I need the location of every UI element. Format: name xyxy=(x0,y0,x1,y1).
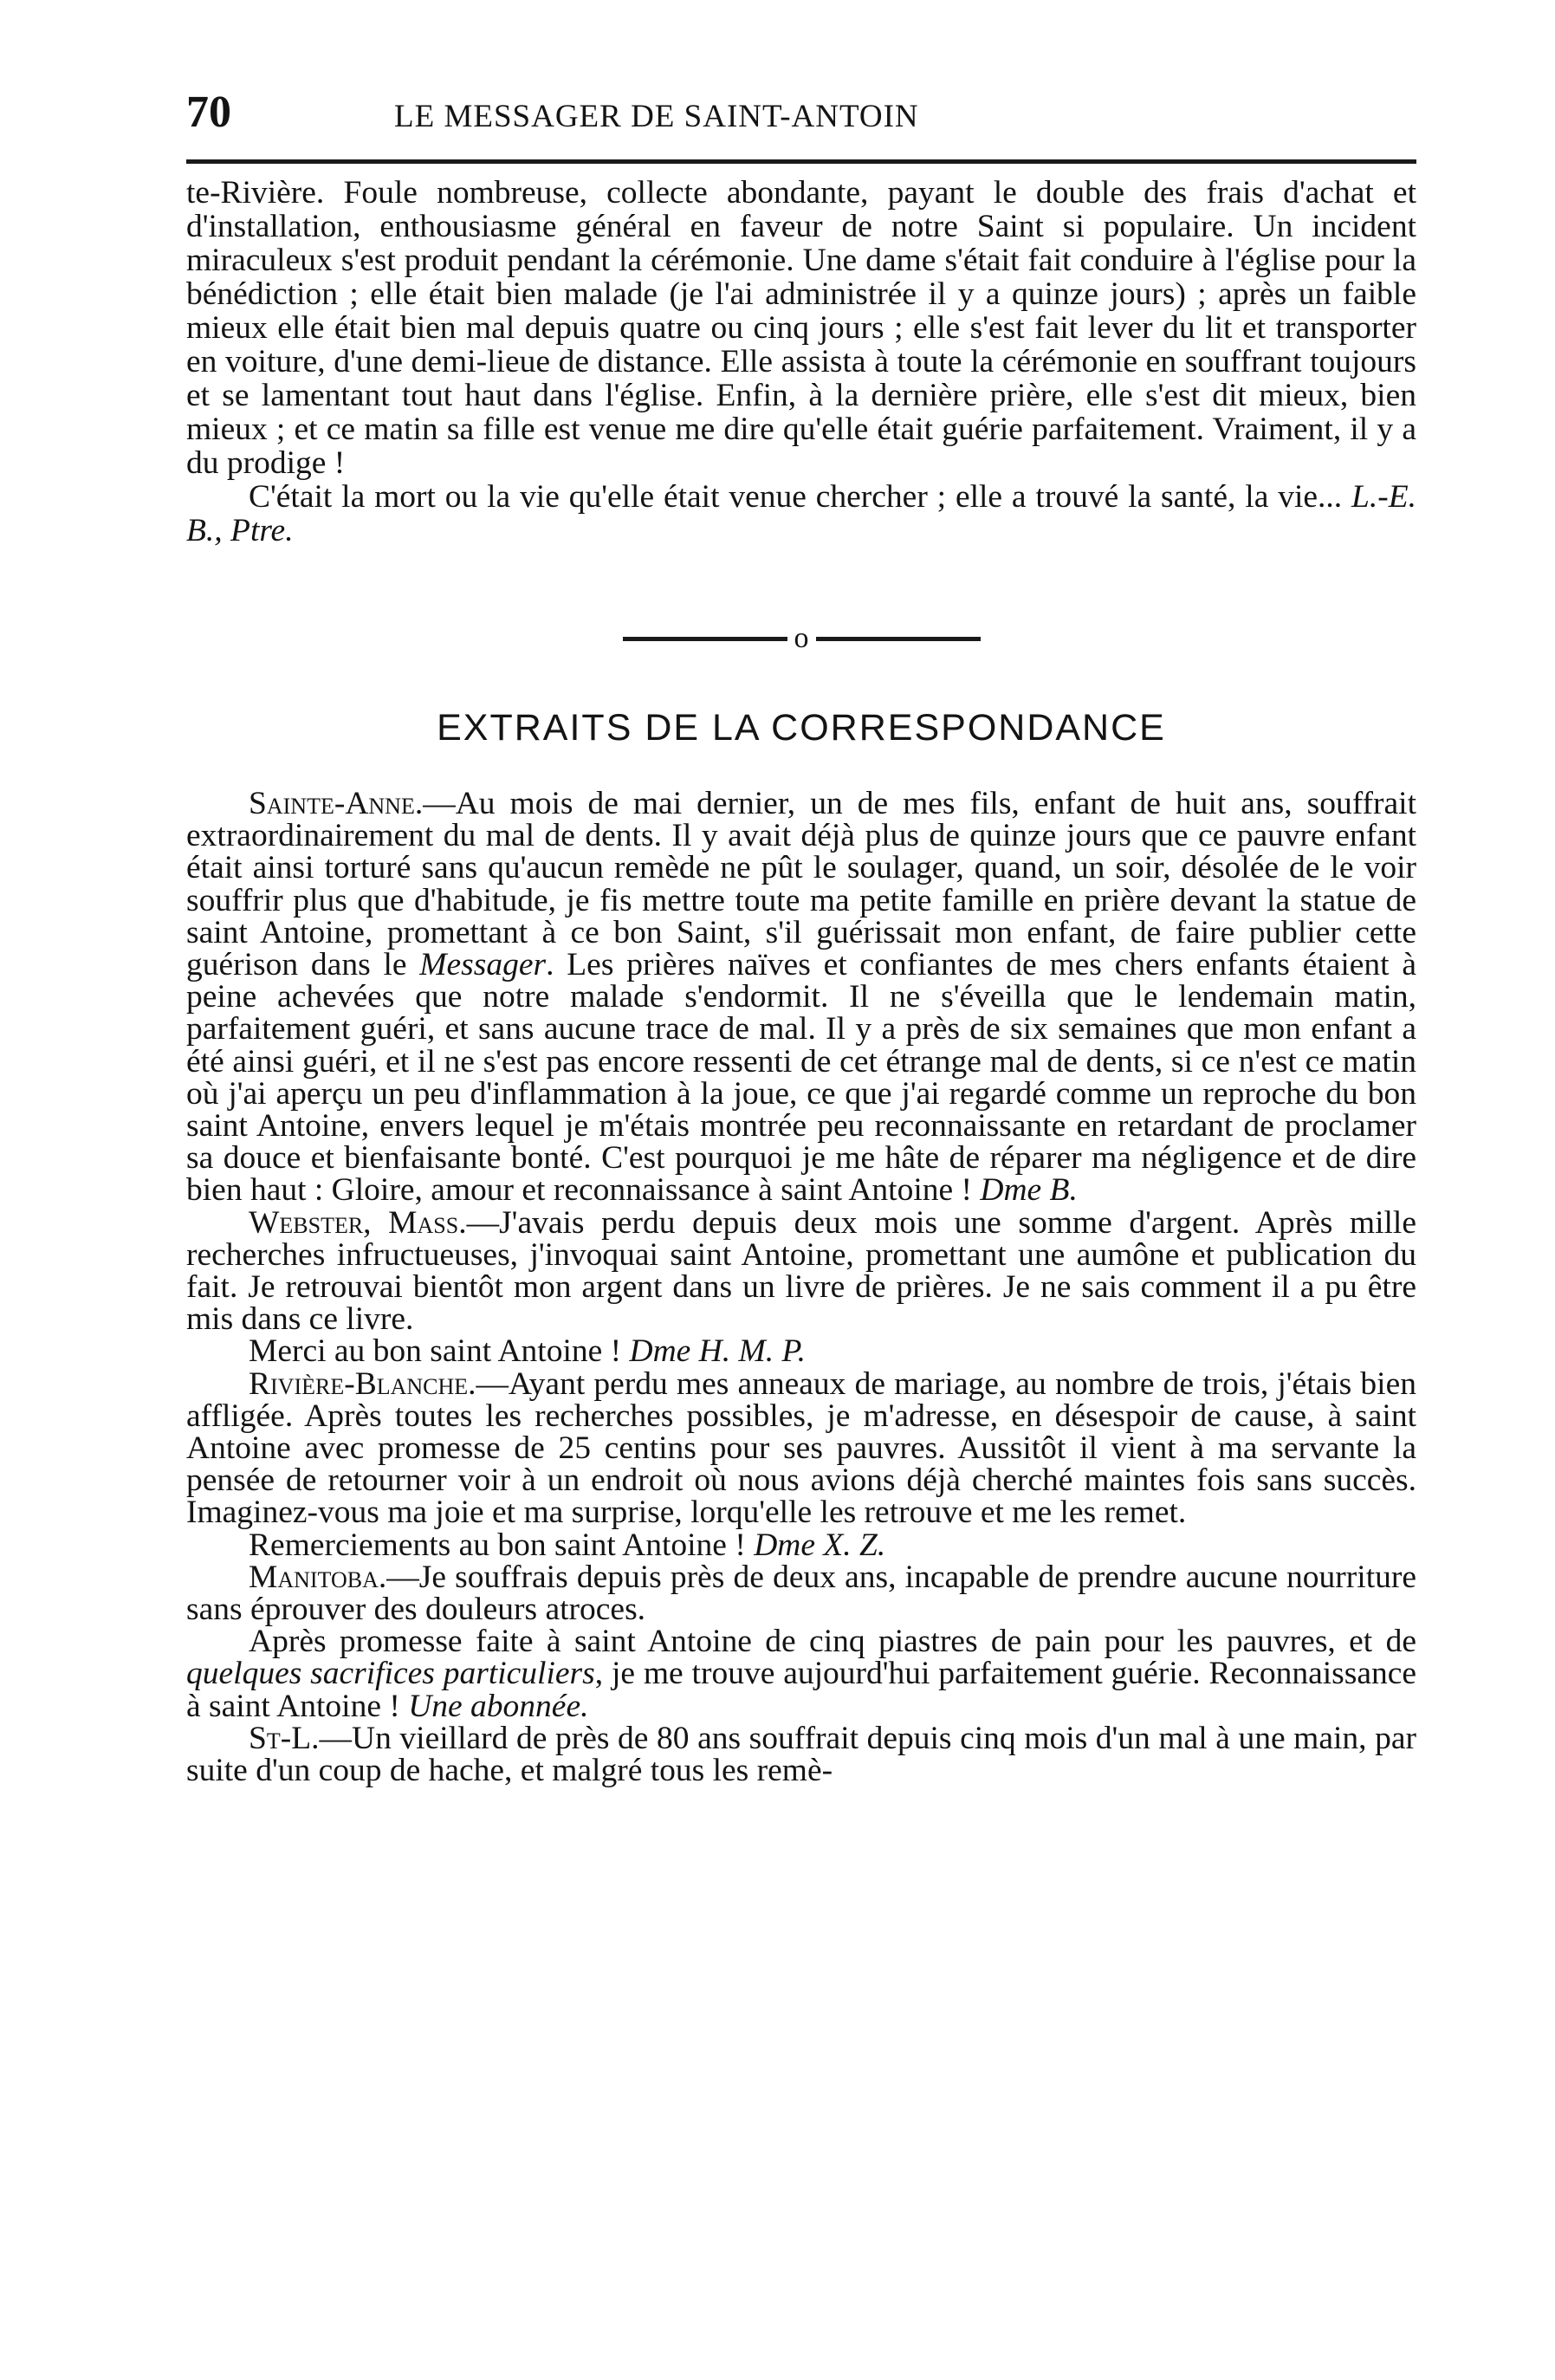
book-page xyxy=(186,87,1416,1787)
preceding-article-end xyxy=(186,176,1416,548)
running-head xyxy=(186,87,1416,147)
place-name: Rivière-Blanche. xyxy=(249,1365,476,1402)
signature: Dme H. M. P. xyxy=(629,1333,806,1370)
letter-riviere-blanche: Rivière-Blanche.—Ayant perdu mes anneaux de mariage, au nombre de trois, j'étais bien affligée. Après toutes les recherches possibles, je m'adresse, en désespoir de cause, à saint Antoine avec promesse de 25 centins pour ses pauvres. Aussitôt il vient à ma servante la pensée de retourner voir à un endroit où nous avions déjà cherché maintes fois sans succès. Imaginez-vous ma joie et ma surprise, lorqu'elle les retrouve et me les remet. xyxy=(186,1365,1416,1531)
letter-riviere-blanche-thanks: Remerciements au bon saint Antoine ! Dme X. Z. xyxy=(249,1527,886,1563)
place-name: Sainte-Anne. xyxy=(249,786,424,821)
letter-webster: Webster, Mass.—J'avais perdu depuis deux mois une somme d'argent. Après mille recherches infructueuses, j'invoquai saint Antoine, promettant une aumône et publication du fait. Je retrouvai bientôt mon argent dans un livre de prières. Je ne sais comment il a pu être mis dans ce livre. xyxy=(186,1204,1416,1338)
signature: Dme X. Z. xyxy=(754,1527,886,1563)
signature: Dme B. xyxy=(980,1172,1078,1209)
letter-st-l: St-L.—Un vieillard de près de 80 ans souffrait depuis cinq mois d'un mal à une main, par suite d'un coup de hache, et malgré tous les remè- xyxy=(186,1720,1416,1789)
letter-manitoba: Manitoba.—Je souffrais depuis près de deux ans, incapable de prendre aucune nourriture sans éprouver des douleurs atroces. xyxy=(186,1559,1416,1628)
section-divider xyxy=(186,622,1416,655)
journal-title: Messager xyxy=(419,947,547,983)
paragraph: C'était la mort ou la vie qu'elle était venue chercher ; elle a trouvé la santé, la vie... L.-E. B., Ptre. xyxy=(186,479,1417,548)
place-name: St-L. xyxy=(249,1720,320,1756)
signature: Une abonnée. xyxy=(408,1688,589,1724)
italic-phrase: quelques sacrifices particuliers xyxy=(186,1656,595,1692)
divider-line-right xyxy=(816,637,981,641)
running-title: LE MESSAGER DE SAINT-ANTOIN xyxy=(394,99,919,134)
header-rule xyxy=(186,159,1416,164)
paragraph: te-Rivière. Foule nombreuse, collecte abondante, payant le double des frais d'achat et d'installation, enthousiasme général en faveur de notre Saint si populaire. Un incident miraculeux s'est produit pendant la cérémonie. Une dame s'était fait conduire à l'église pour la bénédiction ; elle était bien malade (je l'ai administrée il y a quinze jours) ; après un faible mieux elle était bien mal depuis quatre ou cinq jours ; elle s'est fait lever du lit et transporter en voiture, d'une demi-lieue de distance. Elle assista à toute la cérémonie en souffrant toujours et se lamentant tout haut dans l'église. Enfin, à la dernière prière, elle s'est dit mieux, bien mieux ; et ce matin sa fille est venue me dire qu'elle était guérie parfaitement. Vraiment, il y a du prodige ! xyxy=(186,175,1416,481)
place-name: Webster, Mass. xyxy=(249,1204,467,1241)
letter-sainte-anne: Sainte-Anne.—Au mois de mai dernier, un de mes fils, enfant de huit ans, souffrait extraordinairement du mal de dents. Il y avait déjà plus de quinze jours que ce pauvre enfant était ainsi torturé sans qu'aucun remède ne pût le soulager, quand, un soir, désolée de le voir souffrir plus que d'habitude, je fis mettre toute ma petite famille en prière devant la statue de saint Antoine, promettant à ce bon Saint, s'il guérissait mon enfant, de faire publier cette guérison dans le Messager. Les prières naïves et confiantes de mes chers enfants étaient à peine achevées que notre malade s'endormit. Il ne s'éveilla que le lendemain matin, parfaitement guéri, et sans aucune trace de mal. Il y a près de six semaines que mon enfant a été ainsi guéri, et il ne s'est pas encore ressenti de cet étrange mal de dents, si ce n'est ce matin où j'ai aperçu un peu d'inflammation à la joue, ce que j'ai regardé comme un reproche du bon saint Antoine, envers lequel je m'étais montrée peu reconnaissante en retardant de proclamer sa douce et bienfaisante bonté. C'est pourquoi je me hâte de réparer ma négligence et de dire bien haut : Gloire, amour et reconnaissance à saint Antoine ! Dme B. xyxy=(186,786,1416,1209)
section-title: EXTRAITS DE LA CORRESPONDANCE xyxy=(437,707,1166,749)
letter-webster-thanks: Merci au bon saint Antoine ! Dme H. M. P. xyxy=(249,1333,806,1370)
page-number: 70 xyxy=(186,88,231,137)
signature: L.-E. B., Ptre. xyxy=(186,479,1417,548)
correspondence xyxy=(186,788,1416,1787)
place-name: Manitoba. xyxy=(249,1559,387,1595)
divider-ornament: o xyxy=(794,622,809,654)
divider-line-left xyxy=(623,637,787,641)
letter-manitoba-cont: Après promesse faite à saint Antoine de cinq piastres de pain pour les pauvres, et de quelques sacrifices particuliers, je me trouve aujourd'hui parfaitement guérie. Reconnaissance à saint Antoine ! Une abonnée. xyxy=(186,1624,1417,1724)
